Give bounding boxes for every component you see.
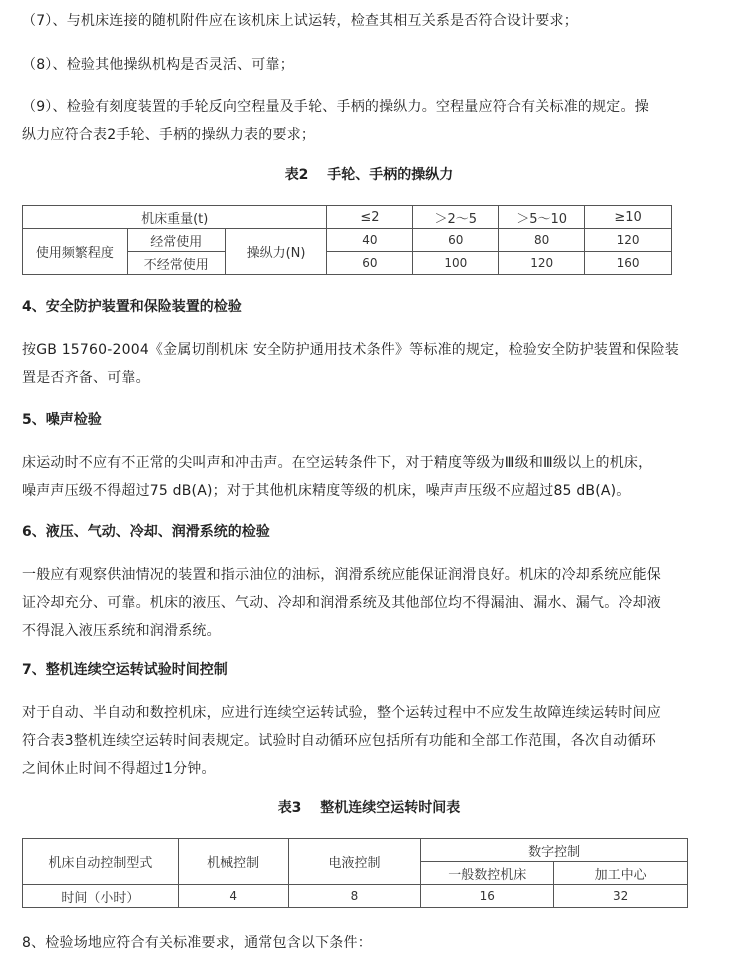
weight-cell: ＞2～5: [413, 206, 499, 229]
table-row: [23, 229, 672, 252]
frequency-rare-cell: 不经常使用: [127, 252, 225, 275]
frequency-often-cell: 经常使用: [127, 229, 225, 252]
section-4-line-1: 按GB 15760-2004《金属切削机床 安全防护通用技术条件》等标准的规定，检验安全防护装置和保险装: [22, 342, 679, 358]
weight-cell: ＞5～10: [499, 206, 585, 229]
section-7-line-3: 之间休止时间不得超过1分钟。: [22, 761, 216, 777]
section-5-line-1: 床运动时不应有不正常的尖叫声和冲击声。在空运转条件下，对于精度等级为Ⅲ级和Ⅲ级以上的机床，: [22, 455, 653, 471]
table-row: [23, 885, 688, 908]
force-label-cell: 操纵力(N): [225, 229, 327, 275]
section-4-line-2: 置是否齐备、可靠。: [22, 370, 150, 386]
time-value-cell: 16: [421, 885, 554, 908]
paragraph-item-8: （8）、检验其他操纵机构是否灵活、可靠；: [22, 57, 294, 73]
general-nc-header-cell: 一般数控机床: [421, 862, 554, 885]
time-label-cell: 时间（小时）: [23, 885, 179, 908]
force-value-cell: 120: [499, 252, 585, 275]
section-6-line-2: 证冷却充分、可靠。机床的液压、气动、冷却和润滑系统及其他部位均不得漏油、漏水、漏气。冷却液: [22, 595, 661, 611]
electro-hydraulic-header-cell: 电液控制: [288, 839, 421, 885]
force-value-cell: 60: [327, 252, 413, 275]
time-value-cell: 8: [288, 885, 421, 908]
force-value-cell: 80: [499, 229, 585, 252]
section-6-heading: 6、液压、气动、冷却、润滑系统的检验: [22, 524, 270, 540]
section-7-line-2: 符合表3整机连续空运转时间表规定。试验时自动循环应包括所有功能和全部工作范围，各次自动循环: [22, 733, 656, 749]
weight-header-cell: 机床重量(t): [23, 206, 327, 229]
table-3-caption: 表3 整机连续空运转时间表: [277, 800, 461, 816]
section-8-line-1: 8、检验场地应符合有关标准要求，通常包含以下条件：: [22, 935, 372, 951]
table-2-caption: 表2 手轮、手柄的操纵力: [284, 167, 454, 183]
weight-cell: ≤2: [327, 206, 413, 229]
paragraph-item-9-line-1: （9）、检验有刻度装置的手轮反向空程量及手轮、手柄的操纵力。空程量应符合有关标准的规定。操: [22, 99, 649, 115]
section-5-heading: 5、噪声检验: [22, 412, 102, 428]
table-2-operating-force: [22, 205, 672, 275]
section-7-line-1: 对于自动、半自动和数控机床，应进行连续空运转试验，整个运转过程中不应发生故障连续运转时间应: [22, 705, 661, 721]
force-value-cell: 120: [585, 229, 672, 252]
time-value-cell: 32: [554, 885, 688, 908]
section-4-heading: 4、安全防护装置和保险装置的检验: [22, 299, 242, 315]
control-type-header-cell: 机床自动控制型式: [23, 839, 179, 885]
section-6-line-1: 一般应有观察供油情况的装置和指示油位的油标，润滑系统应能保证润滑良好。机床的冷却系统应能保: [22, 567, 661, 583]
table-row: [23, 206, 672, 229]
time-value-cell: 4: [178, 885, 288, 908]
force-value-cell: 40: [327, 229, 413, 252]
section-6-line-3: 不得混入液压系统和润滑系统。: [22, 623, 221, 639]
section-5-line-2: 噪声声压级不得超过75 dB(A)；对于其他机床精度等级的机床，噪声声压级不应超过85 dB(A)。: [22, 483, 631, 499]
force-value-cell: 160: [585, 252, 672, 275]
paragraph-item-9-line-2: 纵力应符合表2手轮、手柄的操纵力表的要求；: [22, 127, 316, 143]
force-value-cell: 60: [413, 229, 499, 252]
force-value-cell: 100: [413, 252, 499, 275]
frequency-label-cell: 使用频繁程度: [23, 229, 128, 275]
machining-center-header-cell: 加工中心: [554, 862, 688, 885]
weight-cell: ≥10: [585, 206, 672, 229]
digital-control-header-cell: 数字控制: [421, 839, 688, 862]
table-row: [23, 839, 688, 862]
paragraph-item-7: （7）、与机床连接的随机附件应在该机床上试运转，检查其相互关系是否符合设计要求；: [22, 13, 578, 29]
mechanical-control-header-cell: 机械控制: [178, 839, 288, 885]
table-3-run-time: [22, 838, 688, 908]
section-7-heading: 7、整机连续空运转试验时间控制: [22, 662, 228, 678]
